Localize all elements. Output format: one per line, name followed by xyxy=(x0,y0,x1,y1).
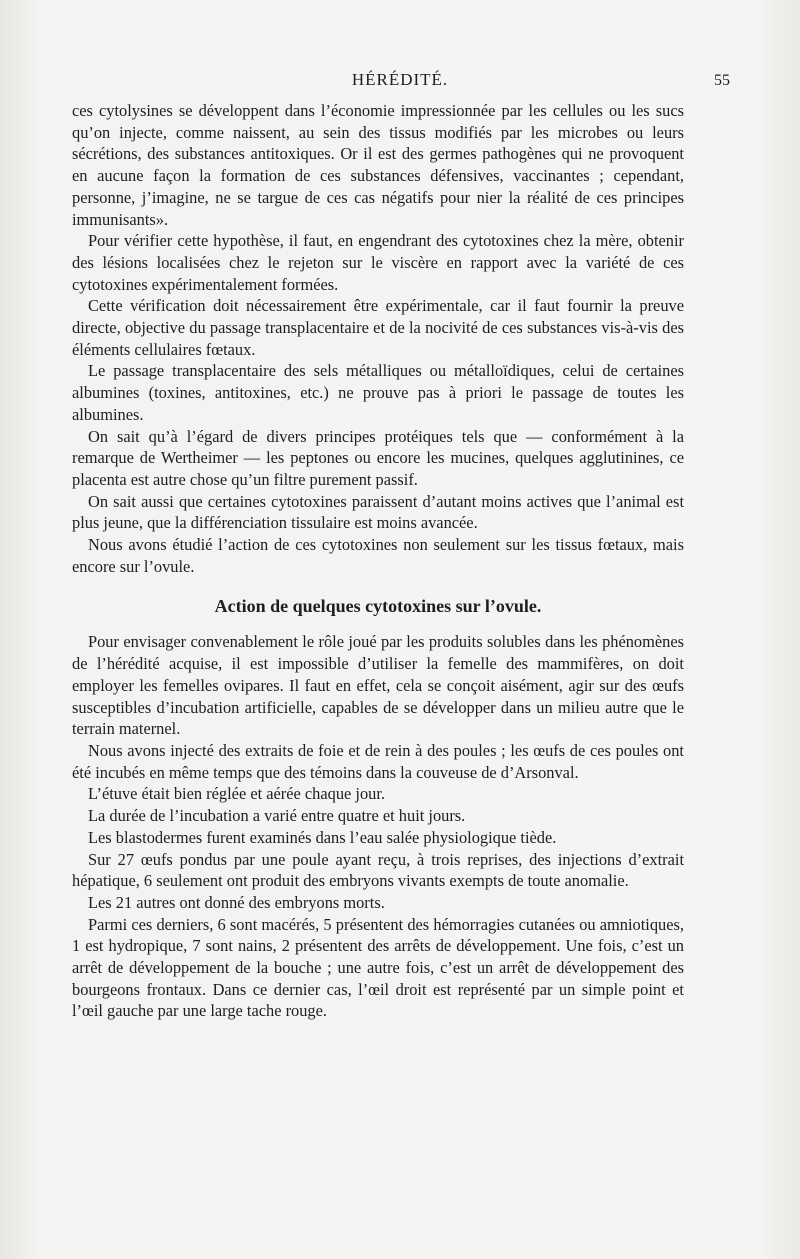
paragraph: Cette vérification doit nécessairement être expérimentale, car il faut fournir la preuve directe, objective du passage transplacentaire et de la nocivité de ces substances vis-à-vis des éléments cellulaires fœtaux. xyxy=(72,296,684,359)
page-header xyxy=(70,70,730,96)
paragraph: Le passage transplacentaire des sels métalliques ou métalloïdiques, celui de certaines albumines (toxines, antitoxines, etc.) ne prouve pas à priori le passage de toutes les albumines. xyxy=(72,361,684,424)
section-heading: Action de quelques cytotoxines sur l’ovule. xyxy=(214,596,542,617)
paragraph: Nous avons étudié l’action de ces cytotoxines non seulement sur les tissus fœtaux, mais encore sur l’ovule. xyxy=(72,535,684,576)
paragraph: Pour envisager convenablement le rôle joué par les produits solubles dans les phénomènes de l’hérédité acquise, il est impossible d’utiliser la femelle des mammifères, on doit employer les femelles ovipares. Il faut en effet, cela se conçoit aisément, agir sur des œufs susceptibles d’incubation artificielle, capables de se développer dans un milieu autre que le terrain maternel. xyxy=(72,632,684,739)
paragraph: Sur 27 œufs pondus par une poule ayant reçu, à trois reprises, des injections d’extrait hépatique, 6 seulement ont produit des embryons vivants exempts de toute anomalie. xyxy=(72,849,684,891)
paragraph: Les blastodermes furent examinés dans l’eau salée physiologique tiède. xyxy=(88,827,557,847)
page-number: 55 xyxy=(714,72,730,89)
paragraph: Les 21 autres ont donné des embryons morts. xyxy=(88,892,385,912)
paragraph: On sait qu’à l’égard de divers principes protéiques tels que — conformément à la remarque de Wertheimer — les peptones ou encore les mucines, quelques agglutinines, ce placenta est autre chose qu’un filtre purement passif. xyxy=(72,426,684,489)
paragraph: ces cytolysines se développent dans l’économie impressionnée par les cellules ou les sucs qu’on injecte, comme naissent, au sein des tissus modifiés par les microbes ou leurs sécrétions, des substances antitoxiques. Or il est des germes pathogènes qui ne provoquent en aucune façon la formation de ces substances défensives, vaccinantes ; cependant, personne, j’imagine, ne se targue de ces cas négatifs pour nier la réalité de ces principes immunisants». xyxy=(72,101,684,229)
running-title: HÉRÉDITÉ. xyxy=(351,70,449,89)
paragraph: L’étuve était bien réglée et aérée chaque jour. xyxy=(88,784,385,804)
paragraph: Pour vérifier cette hypothèse, il faut, en engendrant des cytotoxines chez la mère, obtenir des lésions localisées chez le rejeton sur le viscère en rapport avec la variété de ces cytotoxines expérimentalement formées. xyxy=(72,231,684,294)
paragraph: On sait aussi que certaines cytotoxines paraissent d’autant moins actives que l’animal est plus jeune, que la différenciation tissulaire est moins avancée. xyxy=(72,491,684,533)
paragraph: La durée de l’incubation a varié entre quatre et huit jours. xyxy=(88,806,466,826)
paragraph: Nous avons injecté des extraits de foie et de rein à des poules ; les œufs de ces poules ont été incubés en même temps que des témoins dans la couveuse de d’Arsonval. xyxy=(72,740,684,782)
paragraph: Parmi ces derniers, 6 sont macérés, 5 présentent des hémorragies cutanées ou amniotiques, 1 est hydropique, 7 sont nains, 2 présentent des arrêts de développement. Une fois, c’est un arrêt de développement de la bouche ; une autre fois, c’est un arrêt de développement des bourgeons frontaux. Dans ce dernier cas, l’œil droit est représenté par un simple point et l’œil gauche par une large tache rouge. xyxy=(72,914,684,1021)
page-body xyxy=(72,100,684,1022)
